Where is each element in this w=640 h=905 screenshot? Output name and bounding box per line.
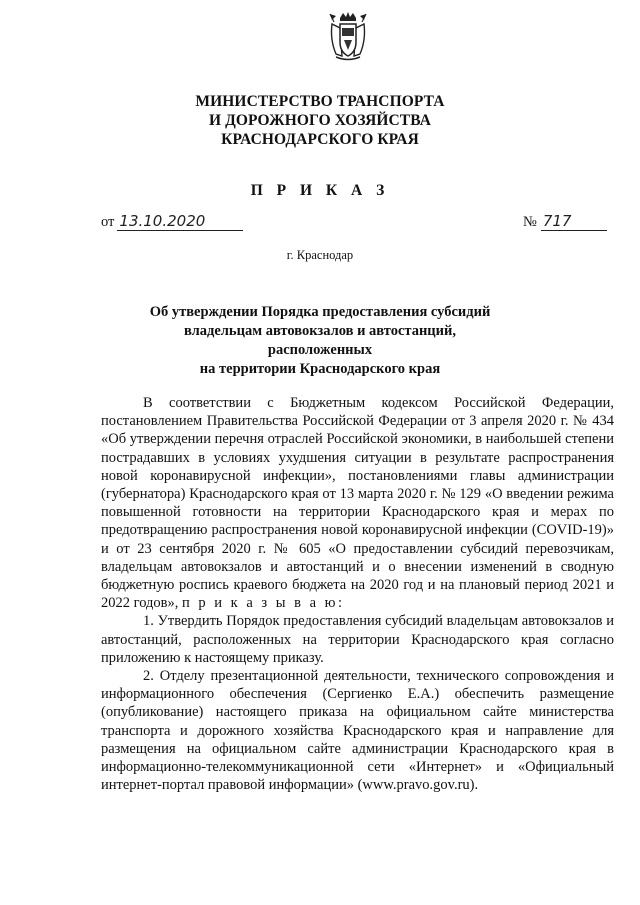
order-heading: П Р И К А З — [250, 182, 390, 199]
number-label: № — [523, 214, 537, 230]
title-line: Об утверждении Порядка предоставления субсидий — [149, 304, 491, 320]
ministry-line: И ДОРОЖНОГО ХОЗЯЙСТВА — [208, 112, 432, 129]
title-line: на территории Краснодарского края — [199, 361, 441, 377]
preamble-paragraph — [101, 394, 614, 612]
prikazyvayu: п р и к а з ы в а ю: — [182, 595, 345, 612]
preamble-text: В соответствии с Бюджетным кодексом Российской Федерации, постановлением Правительства Российской Федерации от 3 апреля 2020 г. № 434 «Об утверждении перечня отраслей Российской экономики, в наибольшей степени пострадавших в условиях ухудшения ситуации в результате распространения новой коронавирусной инфекции», постановлениями главы администрации (губернатора) Краснодарского края от 13 марта 2020 г. № 129 «О введении режима повышенной готовности на территории Краснодарского края и мерах по предотвращению распространения новой коронавирусной инфекции (COVID-19)» и от 23 сентября 2020 г. № 605 «О предоставлении субсидий перевозчикам, владельцам автовокзалов и автостанций и о внесении изменений в сводную бюджетную роспись краевого бюджета на 2020 год и на плановый период 2021 и 2022 годов», — [101, 395, 614, 612]
date-value: 13.10.2020 — [117, 212, 243, 231]
date-label: от — [101, 214, 115, 230]
coat-of-arms-icon — [326, 10, 370, 62]
item-1: 1. Утвердить Порядок предоставления субсидий владельцам автовокзалов и автостанций, расположенных на территории Краснодарского края согласно приложению к настоящему приказу. — [101, 613, 614, 666]
document-body — [101, 394, 614, 794]
title-line: владельцам автовокзалов и автостанций, расположенных — [184, 323, 456, 358]
order-number — [523, 212, 607, 231]
document-title — [140, 303, 500, 379]
ministry-name — [150, 92, 490, 149]
city: г. Краснодар — [286, 248, 354, 262]
item-2: 2. Отделу презентационной деятельности, технического сопровождения и информационного обеспечения (Сергиенко Е.А.) обеспечить размещение (опубликование) настоящего приказа на официальном сайте министерства транспорта и дорожного хозяйства Краснодарского края и направление для размещения на официальном сайте администрации Краснодарского края в информационно-телекоммуникационной сети «Интернет» и «Официальный интернет-портал правовой информации» (www.pravo.gov.ru). — [101, 668, 614, 794]
ministry-line: МИНИСТЕРСТВО ТРАНСПОРТА — [195, 93, 445, 110]
order-date — [101, 212, 243, 231]
ministry-line: КРАСНОДАРСКОГО КРАЯ — [221, 131, 419, 148]
number-value: 717 — [541, 212, 607, 231]
